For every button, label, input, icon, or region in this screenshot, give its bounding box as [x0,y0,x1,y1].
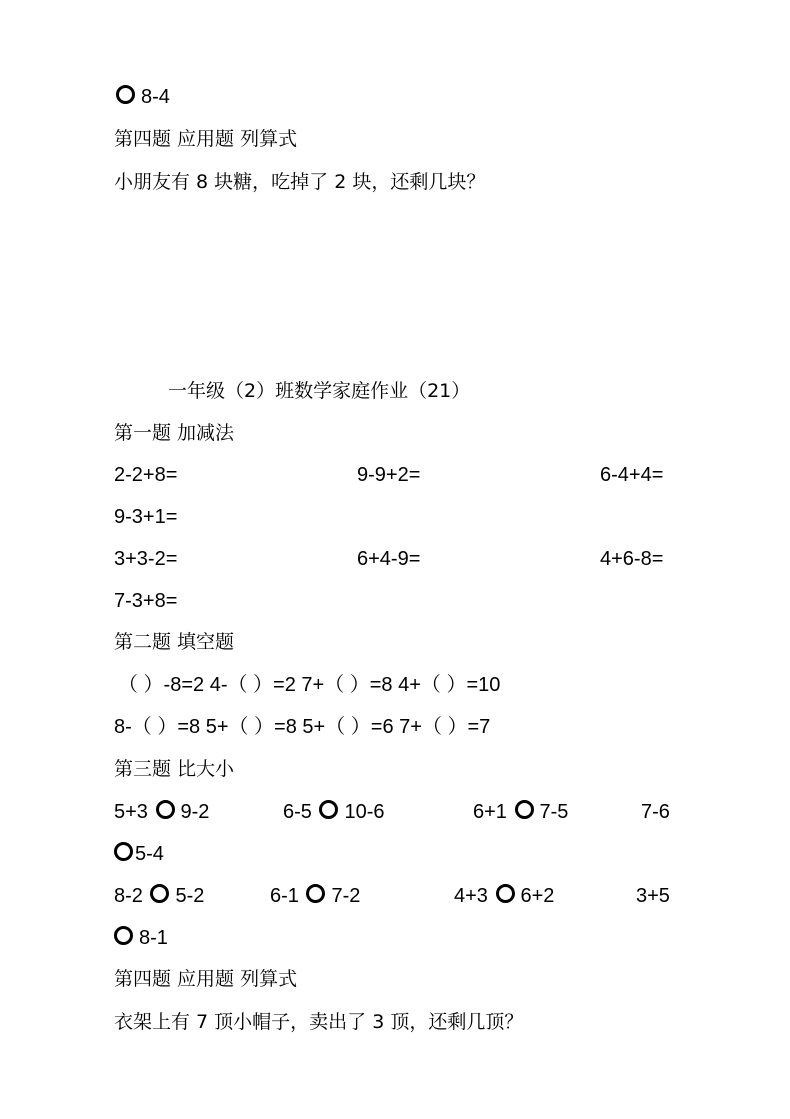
q1-expr: 2-2+8= [114,464,178,486]
prev-compare-tail [114,82,170,112]
q4-heading: 第四题 应用题 列算式 [114,968,298,990]
compare-left-expression: 4+3 [454,885,488,907]
q1-expr: 6+4-9= [357,548,421,570]
compare-right-expression: 7-5 [539,801,569,823]
compare-left-expression: 8-2 [114,885,143,907]
compare-circle-icon [114,842,133,861]
compare-left-expression: 6-1 [270,885,299,907]
q1-heading: 第一题 加减法 [114,422,235,444]
compare-right-expression: 8-1 [139,927,168,949]
compare-left-expression: 6+1 [473,801,507,823]
q3-compare-item [270,881,360,911]
q3-compare-item [473,797,568,827]
compare-circle-icon [156,800,175,819]
q2-line: 8-（ ）=8 5+（ ）=8 5+（ ）=6 7+（ ）=7 [114,716,491,738]
prev-q4-heading: 第四题 应用题 列算式 [114,128,298,150]
compare-circle-icon [114,926,133,945]
compare-circle-icon [496,884,515,903]
q3-compare-item [114,797,209,827]
q1-expr: 9-9+2= [357,464,421,486]
q1-expr: 6-4+4= [600,464,664,486]
compare-circle-icon [319,800,338,819]
q1-expr: 3+3-2= [114,548,178,570]
compare-right-expression: 6+2 [520,885,555,907]
compare-right-expression: 9-2 [180,801,210,823]
compare-circle-icon [150,884,169,903]
q3-heading: 第三题 比大小 [114,758,235,780]
q3-compare-item [454,881,554,911]
compare-circle-icon [515,800,534,819]
compare-right-expression: 7-2 [331,885,361,907]
q4-problem: 衣架上有 7 顶小帽子，卖出了 3 顶，还剩几顶？ [114,1011,524,1033]
compare-left-expression: 5+3 [114,801,148,823]
q2-line: （ ）-8=2 4-（ ）=2 7+（ ）=8 4+（ ）=10 [118,674,501,696]
prev-q4-problem: 小朋友有 8 块糖，吃掉了 2 块，还剩几块？ [114,171,486,193]
q3-compare-wrap [114,839,164,869]
compare-left-expression: 3+5 [636,885,670,907]
q3-compare-item [114,881,204,911]
compare-right-expression: 5-2 [175,885,205,907]
sheet-title: 一年级（2）班数学家庭作业（21） [168,380,471,402]
q1-expr: 9-3+1= [114,506,178,528]
compare-left-expression: 6-5 [283,801,312,823]
compare-left-expression: 7-6 [641,801,670,823]
q1-expr: 7-3+8= [114,590,178,612]
compare-right-expression: 5-4 [135,843,164,865]
q1-expr: 4+6-8= [600,548,664,570]
compare-right-expression: 10-6 [344,801,385,823]
compare-circle-icon [306,884,325,903]
q3-compare-wrap [114,923,168,953]
compare-circle-icon [116,85,135,104]
q3-compare-item [283,797,385,827]
compare-right-expression: 8-4 [141,86,170,108]
q2-heading: 第二题 填空题 [114,631,235,653]
